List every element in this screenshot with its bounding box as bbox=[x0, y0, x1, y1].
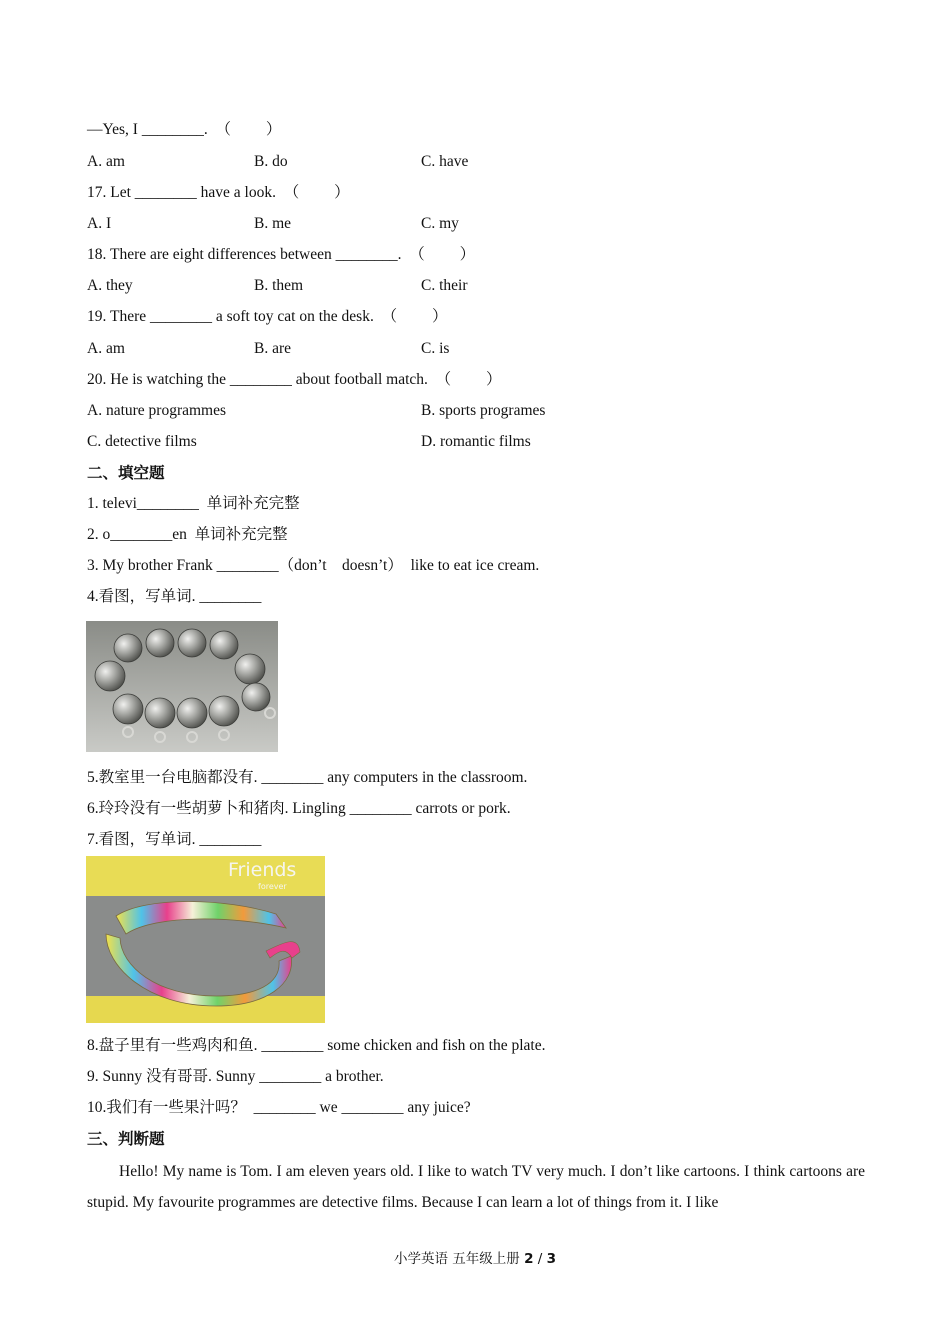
q16-option-b: B. do bbox=[254, 153, 288, 170]
q17-option-b: B. me bbox=[254, 215, 292, 232]
footer-page-number: 2 bbox=[524, 1251, 534, 1267]
q16-option-a: A. am bbox=[87, 153, 125, 170]
section-fill-in-heading: 二、填空题 bbox=[87, 464, 165, 482]
q20-option-c: C. detective films bbox=[87, 433, 197, 450]
q17-option-a: A. I bbox=[87, 215, 112, 232]
q19-option-b: B. are bbox=[254, 340, 292, 357]
question-18: 18. There are eight differences between ________. （ ） bbox=[87, 246, 476, 263]
footer-label: 小学英语 五年级上册 bbox=[393, 1251, 525, 1267]
reading-passage: Hello! My name is Tom. I am eleven years old. I like to watch TV very much. I don’t like cartoons. I think cartoons are stupid. My favourite programmes are detective films. Because I can learn a lot of things from it. I like bbox=[87, 1163, 865, 1211]
q18-option-a: A. they bbox=[87, 277, 133, 294]
fill-item-3: 3. My brother Frank ________（don’t doesn’t） like to eat ice cream. bbox=[87, 557, 540, 574]
q20-option-a: A. nature programmes bbox=[87, 402, 227, 419]
fill-item-5: 5.教室里一台电脑都没有. ________ any computers in the classroom. bbox=[87, 769, 528, 786]
q19-option-c: C. is bbox=[421, 340, 450, 357]
footer-page-total: 3 bbox=[546, 1251, 557, 1267]
q18-option-c: C. their bbox=[421, 277, 468, 294]
q20-option-b: B. sports programes bbox=[421, 402, 546, 419]
section-judgement-heading: 三、判断题 bbox=[87, 1130, 165, 1148]
q16-option-c: C. have bbox=[421, 153, 469, 170]
fill-item-4: 4.看图，写单词. ________ bbox=[87, 588, 262, 605]
q18-option-b: B. them bbox=[254, 277, 304, 294]
bells-image bbox=[86, 621, 278, 752]
bracelet-title: Friends bbox=[228, 859, 297, 881]
fill-item-7: 7.看图，写单词. ________ bbox=[87, 831, 262, 848]
question-17: 17. Let ________ have a look. （ ） bbox=[87, 184, 350, 201]
fill-item-8: 8.盘子里有一些鸡肉和鱼. ________ some chicken and fish on the plate. bbox=[87, 1037, 546, 1054]
fill-item-1: 1. televi________ 单词补充完整 bbox=[87, 495, 300, 512]
footer-separator: / bbox=[533, 1251, 547, 1267]
question-20: 20. He is watching the ________ about football match. （ ） bbox=[87, 371, 502, 388]
fill-item-9: 9. Sunny 没有哥哥. Sunny ________ a brother. bbox=[87, 1068, 384, 1085]
q17-option-c: C. my bbox=[421, 215, 459, 232]
q19-option-a: A. am bbox=[87, 340, 125, 357]
q16-answer-line: —Yes, I ________. （ ） bbox=[87, 121, 282, 138]
bracelet-image bbox=[86, 856, 325, 1023]
fill-item-6: 6.玲玲没有一些胡萝卜和猪肉. Lingling ________ carrots or pork. bbox=[87, 800, 511, 817]
question-19: 19. There ________ a soft toy cat on the desk. （ ） bbox=[87, 308, 448, 325]
q20-option-d: D. romantic films bbox=[421, 433, 531, 450]
fill-item-10: 10.我们有一些果汁吗？ ________ we ________ any juice? bbox=[87, 1099, 471, 1116]
bracelet-subtitle: forever bbox=[258, 882, 287, 891]
fill-item-2: 2. o________en 单词补充完整 bbox=[87, 526, 288, 543]
page-footer bbox=[0, 1247, 950, 1267]
